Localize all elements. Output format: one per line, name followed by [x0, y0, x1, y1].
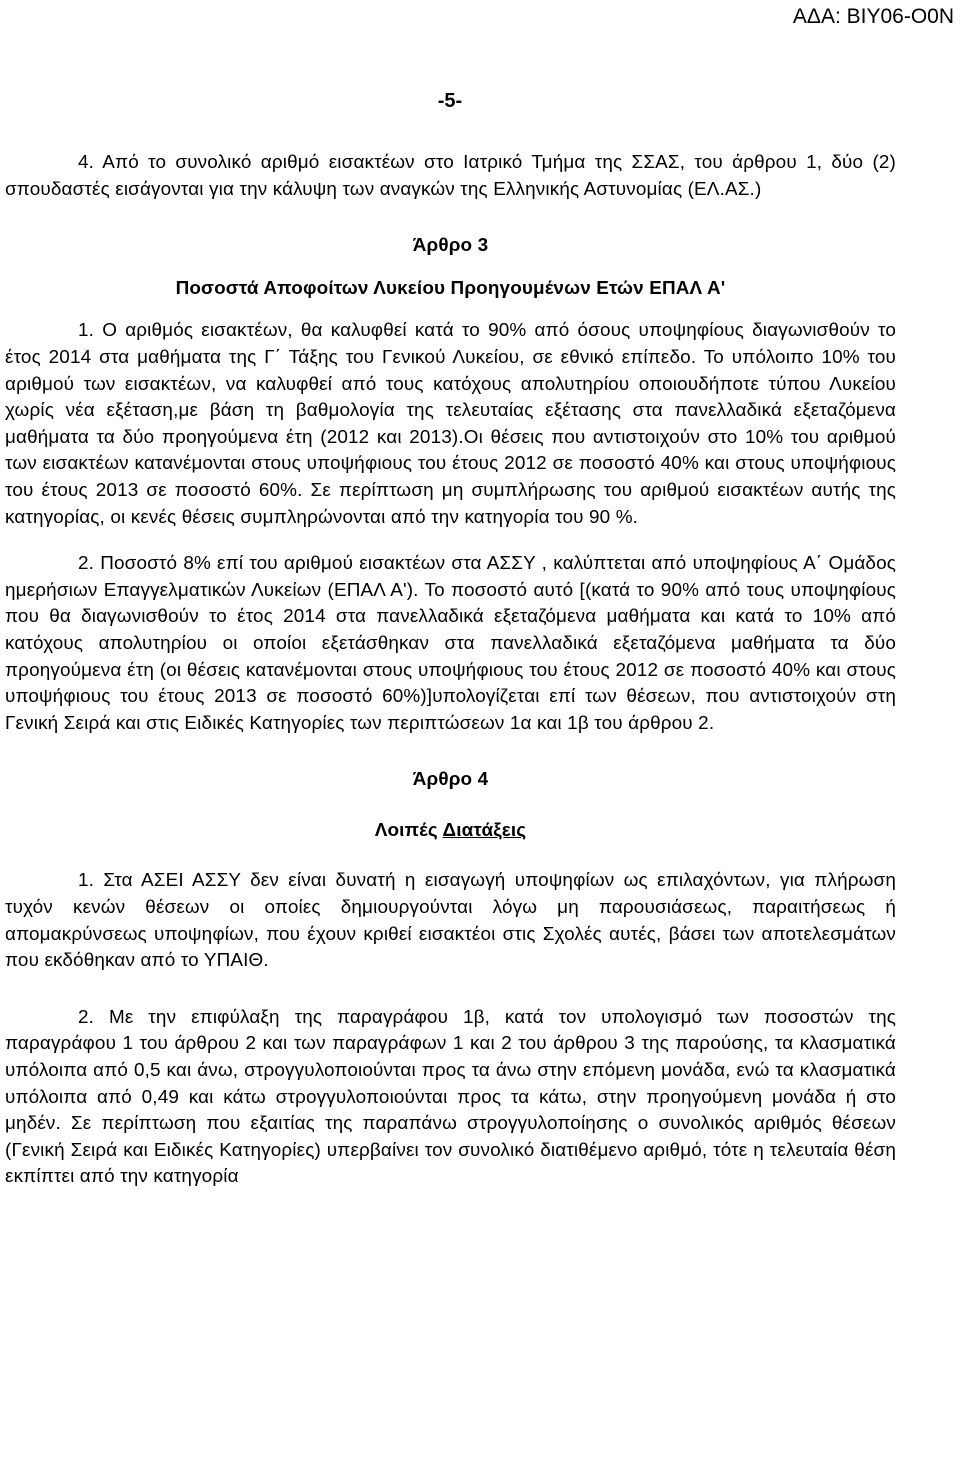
article4-subtitle	[5, 818, 896, 845]
article3-paragraph-1: 1. Ο αριθμός εισακτέων, θα καλυφθεί κατά το 90% από όσους υποψηφίους διαγωνισθούν το έτος 2014 στα μαθήματα της Γ΄ Τάξης του Γενικού Λυκείου, σε εθνικό επίπεδο. Το υπόλοιπο 10% του αριθμού των εισακτέων, να καλυφθεί από τους κατόχους απολυτηρίου οποιουδήποτε τύπου Λυκείου χωρίς νέα εξέταση,με βάση τη βαθμολογία της τελευταίας εξέτασης στα πανελλαδικά εξεταζόμενα μαθήματα τα δύο προηγούμενα έτη (2012 και 2013).Οι θέσεις που αντιστοιχούν στο 10% του αριθμού των εισακτέων κατανέμονται στους υποψήφιους του έτους 2012 σε ποσοστό 40% και στους υποψήφιους του έτους 2013 σε ποσοστό 60%. Σε περίπτωση μη συμπλήρωσης του αριθμού εισακτέων αυτής της κατηγορίας, οι κενές θέσεις συμπληρώνονται από την κατηγορία του 90 %.	[5, 320, 896, 528]
article3-title: Άρθρο 3	[412, 235, 489, 257]
article4-paragraph-1: 1. Στα ΑΣΕΙ ΑΣΣΥ δεν είναι δυνατή η εισαγωγή υποψηφίων ως επιλαχόντων, για πλήρωση τυχόν κενών θέσεων οι οποίες δημιουργούνται λόγω μη παρουσιάσεως, παραιτήσεως ή απομακρύνσεως υποψηφίων, που έχουν κριθεί εισακτέοι στις Σχολές αυτές, βάσει των αποτελεσμάτων που εκδόθηκαν από το ΥΠΑΙΘ.	[5, 870, 896, 972]
page-number: -5-	[437, 90, 463, 112]
article3-subtitle: Ποσοστά Αποφοίτων Λυκείου Προηγουμένων Ετών ΕΠΑΛ Α'	[175, 277, 726, 299]
article4-paragraph-2: 2. Με την επιφύλαξη της παραγράφου 1β, κατά τον υπολογισμό των ποσοστών της παραγράφου 1 του άρθρου 2 και των παραγράφων 1 και 2 του άρθρου 3 της παρούσης, τα κλασματικά υπόλοιπα από 0,5 και άνω, στρογγυλοποιούνται προς τα άνω στην επόμενη μονάδα, ενώ τα κλασματικά υπόλοιπα από 0,49 και κάτω στρογγυλοποιούνται προς τα κάτω, στην προηγούμενη μονάδα ή στο μηδέν. Σε περίπτωση που εξαιτίας της παραπάνω στρογγυλοποίησης ο συνολικός αριθμός θέσεων (Γενική Σειρά και Ειδικές Κατηγορίες) υπερβαίνει τον συνολικό διατιθέμενο αριθμό, τότε η τελευταία θέση εκπίπτει από την κατηγορία	[5, 1006, 896, 1188]
document-ada-code: ΑΔΑ: ΒΙΥ06-Ο0Ν	[792, 5, 954, 28]
article4-subtitle-prefix: Λοιπές	[374, 819, 443, 841]
document-body	[5, 150, 896, 1191]
article2-paragraph-4: 4. Από το συνολικό αριθμό εισακτέων στο Ιατρικό Τμήμα της ΣΣΑΣ, του άρθρου 1, δύο (2) σπουδαστές εισάγονται για την κάλυψη των αναγκών της Ελληνικής Αστυνομίας (ΕΛ.ΑΣ.)	[5, 152, 896, 200]
article3-paragraph-2: 2. Ποσοστό 8% επί του αριθμού εισακτέων στα ΑΣΣΥ , καλύπτεται από υποψηφίους Α΄ Ομάδος ημερήσιων Επαγγελματικών Λυκείων (ΕΠΑΛ Α'). Το ποσοστό αυτό [(κατά το 90% από τους υποψηφίους που θα διαγωνισθούν το έτος 2014 στα πανελλαδικά εξεταζόμενα μαθήματα και κατά το 10% από κατόχους απολυτηρίου οι οποίοι εξετάσθηκαν στα πανελλαδικά εξεταζόμενα μαθήματα τα δύο προηγούμενα έτη (οι θέσεις κατανέμονται στους υποψήφιους του έτους 2012 σε ποσοστό 40% και στους υποψήφιους του έτους 2013 σε ποσοστό 60%)]υπολογίζεται επί των θέσεων, που αντιστοιχούν στη Γενική Σειρά και στις Ειδικές Κατηγορίες των περιπτώσεων 1α και 1β του άρθρου 2.	[5, 553, 896, 734]
article4-subtitle-underlined: Διατάξεις	[442, 819, 527, 841]
article4-title: Άρθρο 4	[412, 769, 489, 791]
